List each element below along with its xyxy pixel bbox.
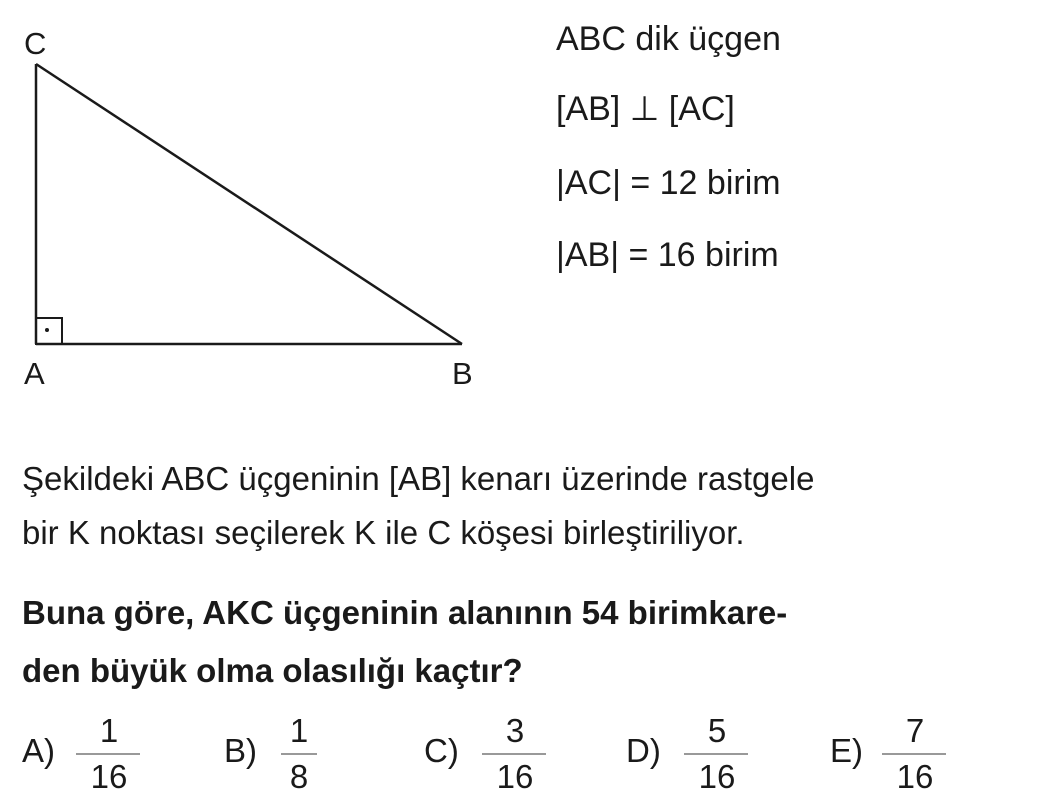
- answer-choices: [0, 708, 1038, 808]
- fraction-numerator: 5: [707, 712, 727, 749]
- vertex-label-b: B: [452, 356, 473, 391]
- fraction-numerator: 1: [289, 712, 309, 749]
- problem-line: bir K noktası seçilerek K ile C köşesi birleştiriliyor.: [22, 514, 745, 551]
- fraction-bar: [281, 753, 317, 755]
- choice-letter: E): [830, 732, 863, 769]
- question-line: den büyük olma olasılığı kaçtır?: [22, 652, 523, 689]
- fraction-denominator: 8: [289, 758, 309, 795]
- fraction-bar: [684, 753, 748, 755]
- choice-letter: A): [22, 732, 55, 769]
- fraction-bar: [76, 753, 140, 755]
- triangle-figure: [0, 0, 520, 400]
- given-ac-length: |AC| = 12 birim: [556, 164, 781, 202]
- given-ab-length: |AB| = 16 birim: [556, 236, 779, 274]
- fraction-numerator: 7: [905, 712, 925, 749]
- question-text: [22, 584, 1032, 700]
- choice-letter: C): [424, 732, 459, 769]
- fraction-numerator: 3: [505, 712, 525, 749]
- fraction-denominator: 16: [896, 758, 934, 795]
- problem-line: Şekildeki ABC üçgeninin [AB] kenarı üzerinde rastgele: [22, 460, 815, 497]
- question-line: Buna göre, AKC üçgeninin alanının 54 birimkare-: [22, 594, 788, 631]
- choice-letter: D): [626, 732, 661, 769]
- problem-statement: [22, 452, 1032, 560]
- fraction-bar: [882, 753, 946, 755]
- fraction-bar: [482, 753, 546, 755]
- fraction-denominator: 16: [496, 758, 534, 795]
- triangle-diagram: [0, 0, 520, 400]
- right-angle-dot: [45, 328, 49, 332]
- fraction-denominator: 16: [698, 758, 736, 795]
- choice-letter: B): [224, 732, 257, 769]
- right-angle-marker: [36, 318, 62, 344]
- vertex-label-a: A: [24, 356, 45, 391]
- vertex-label-c: C: [24, 26, 47, 61]
- given-right-triangle: ABC dik üçgen: [556, 20, 781, 58]
- side-bc: [36, 64, 462, 344]
- fraction-denominator: 16: [90, 758, 128, 795]
- given-perpendicular: [AB] ⊥ [AC]: [556, 90, 735, 128]
- fraction-numerator: 1: [99, 712, 119, 749]
